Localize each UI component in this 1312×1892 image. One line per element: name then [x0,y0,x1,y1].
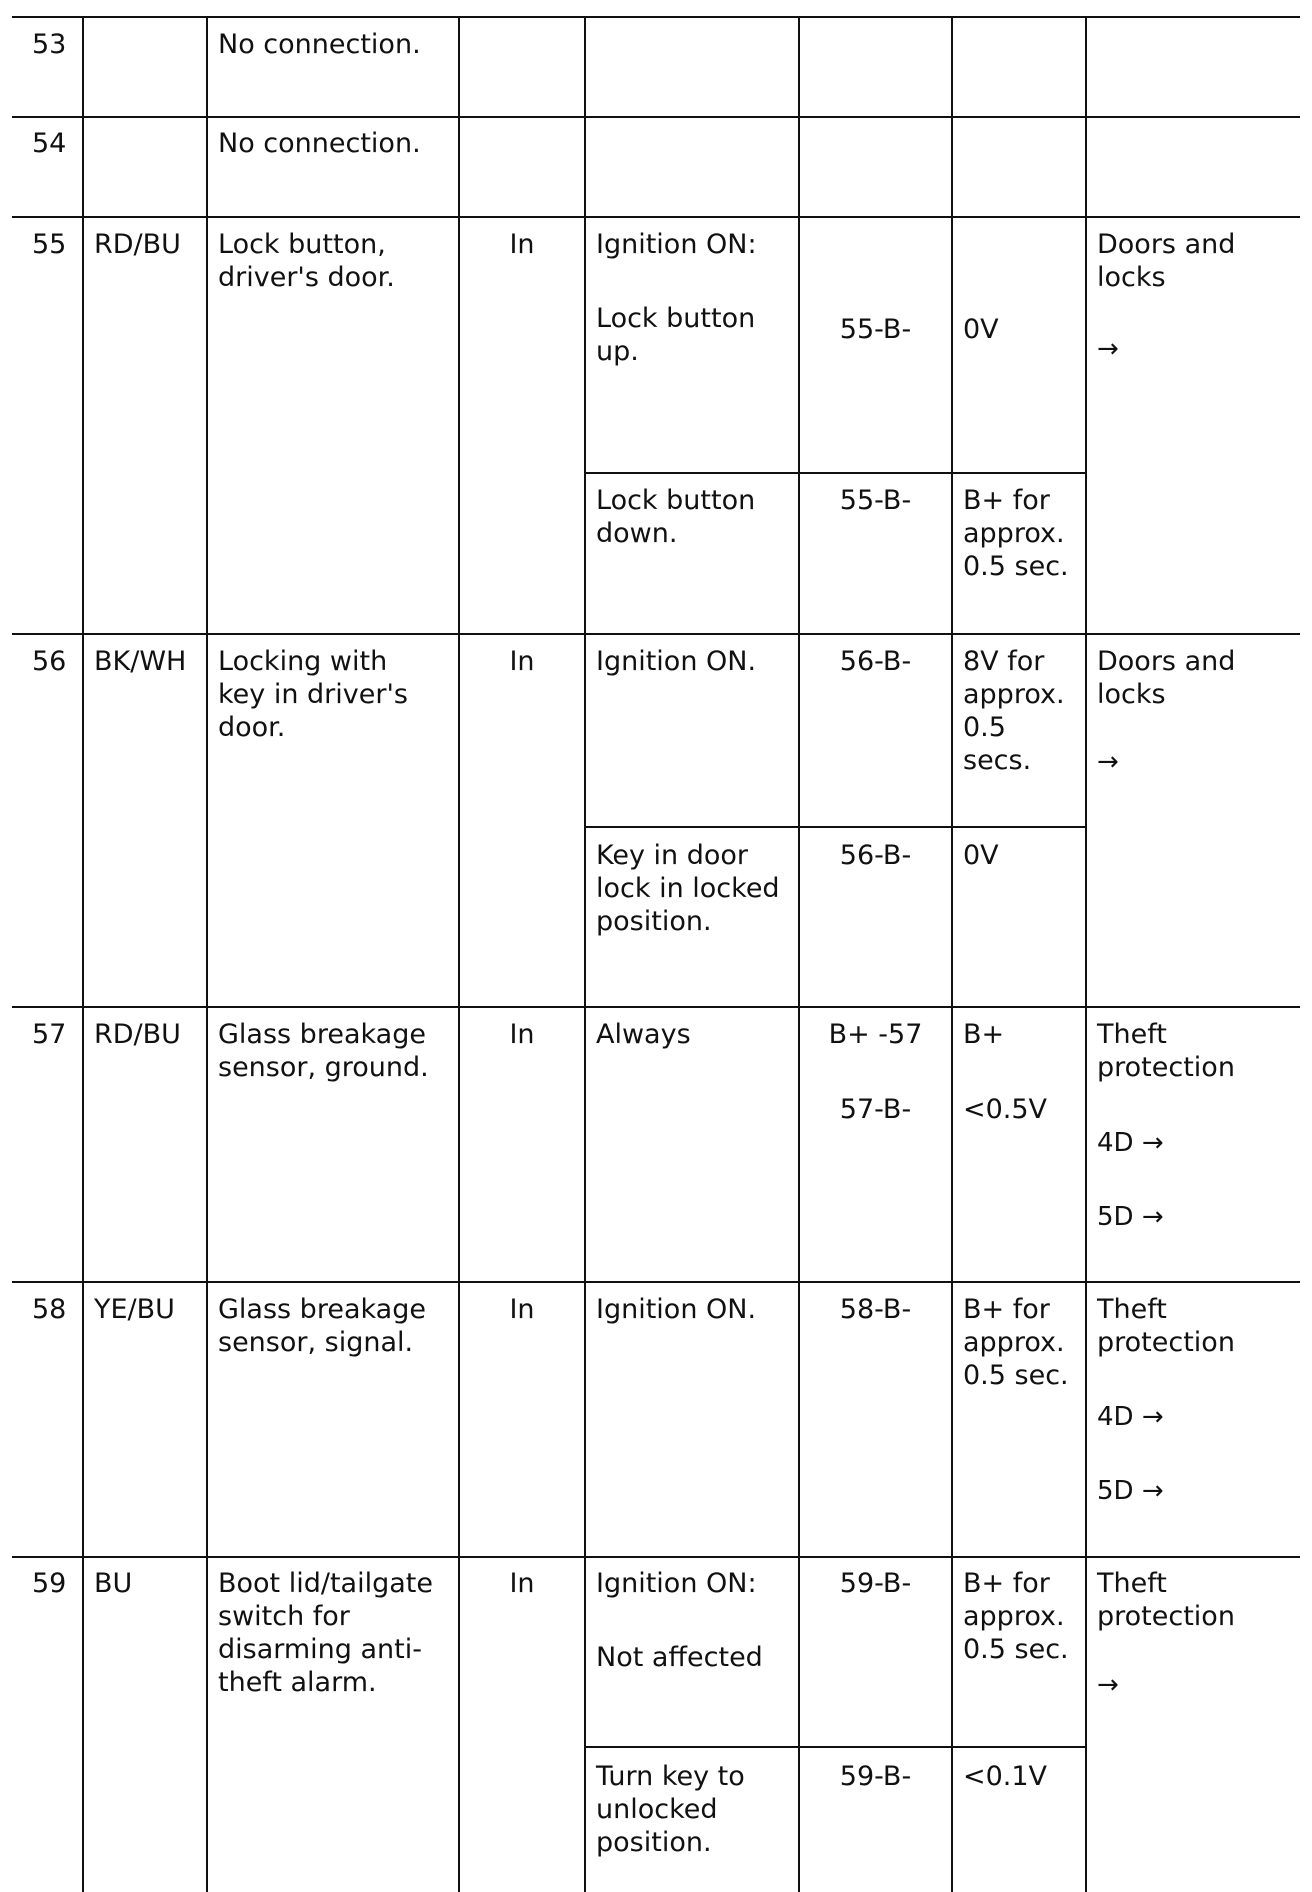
measure-points: 57-B- [839,1094,912,1125]
pin-number: 56 [32,646,67,677]
col-line [951,17,953,1892]
measure-points: 55-B- [839,314,912,345]
subrow-line [584,826,1087,828]
test-condition: Lock button down. [596,485,756,549]
pin-number: 53 [32,29,67,60]
col-line [584,17,586,1892]
col-line [206,17,208,1892]
test-condition: Ignition ON. [596,1294,757,1325]
pin-number: 57 [32,1019,67,1050]
col-line [458,17,460,1892]
row-line [12,1281,1300,1283]
condition-intro: Ignition ON: [596,229,757,260]
col-line [82,17,84,1892]
pin-description: Locking with key in driver's door. [218,646,408,743]
wire-color: BU [94,1568,133,1599]
expected-value: 0V [963,314,999,345]
variant-4d-arrow-link[interactable]: 4D → [1097,1128,1164,1158]
reference-arrow-icon[interactable]: → [1097,747,1119,777]
test-condition: Not affected [596,1642,763,1673]
wire-color: RD/BU [94,1019,181,1050]
expected-value: B+ for approx. 0.5 sec. [963,485,1069,582]
pin-number: 55 [32,229,67,260]
signal-direction: In [509,229,535,260]
test-condition: Always [596,1019,691,1050]
signal-direction: In [509,1294,535,1325]
row-line [12,1556,1300,1558]
row-line [12,116,1300,118]
measure-points: 59-B- [839,1761,912,1792]
subrow-line [584,1746,1087,1748]
test-condition: Turn key to unlocked position. [596,1761,745,1858]
test-condition: Ignition ON. [596,646,757,677]
test-condition: Lock button up. [596,303,756,367]
function-reference: Theft protection [1097,1568,1235,1632]
variant-5d-arrow-link[interactable]: 5D → [1097,1476,1164,1506]
measure-points: B+ -57 [828,1019,923,1050]
pin-description: Boot lid/tailgate switch for disarming anti- theft alarm. [218,1568,433,1698]
col-line [1085,17,1087,1892]
signal-direction: In [509,1019,535,1050]
row-line [12,1006,1300,1008]
function-reference: Theft protection [1097,1294,1235,1358]
row-line [12,216,1300,218]
pin-number: 58 [32,1294,67,1325]
wire-color: RD/BU [94,229,181,260]
measure-points: 55-B- [839,485,912,516]
pin-description: Glass breakage sensor, ground. [218,1019,429,1083]
pin-number: 54 [32,128,67,159]
expected-value: 0V [963,840,999,871]
expected-value: 8V for approx. 0.5 secs. [963,646,1065,776]
pin-number: 59 [32,1568,67,1599]
pin-description: Lock button, driver's door. [218,229,395,293]
expected-value: <0.5V [963,1094,1048,1125]
expected-value: B+ [963,1019,1005,1050]
measure-points: 56-B- [839,646,912,677]
expected-value: B+ for approx. 0.5 sec. [963,1294,1069,1391]
subrow-line [584,472,1087,474]
test-condition: Key in door lock in locked position. [596,840,780,937]
row-line [12,633,1300,635]
condition-intro: Ignition ON: [596,1568,757,1599]
signal-direction: In [509,646,535,677]
pin-description: No connection. [218,29,421,60]
reference-arrow-icon[interactable]: → [1097,334,1119,364]
reference-arrow-icon[interactable]: → [1097,1670,1119,1700]
function-reference: Doors and locks [1097,229,1236,293]
pin-description: Glass breakage sensor, signal. [218,1294,426,1358]
function-reference: Doors and locks [1097,646,1236,710]
col-line [798,17,800,1892]
measure-points: 58-B- [839,1294,912,1325]
wire-color: YE/BU [94,1294,175,1325]
pin-description: No connection. [218,128,421,159]
variant-4d-arrow-link[interactable]: 4D → [1097,1402,1164,1432]
measure-points: 59-B- [839,1568,912,1599]
function-reference: Theft protection [1097,1019,1235,1083]
expected-value: B+ for approx. 0.5 sec. [963,1568,1069,1665]
expected-value: <0.1V [963,1761,1048,1792]
variant-5d-arrow-link[interactable]: 5D → [1097,1202,1164,1232]
row-line [12,16,1300,18]
signal-direction: In [509,1568,535,1599]
wire-color: BK/WH [94,646,187,677]
measure-points: 56-B- [839,840,912,871]
